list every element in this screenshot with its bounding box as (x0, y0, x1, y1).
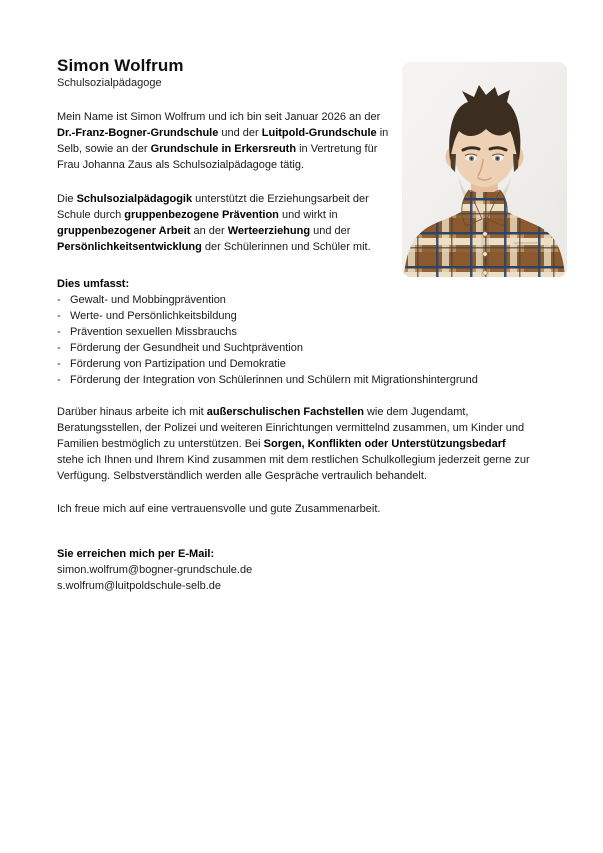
paragraph-cooperation: Darüber hinaus arbeite ich mit außerschulischen Fachstellen wie dem Jugendamt, Beratungsstellen, der Polizei und weiteren Einrichtungen vermittelnd zusammen, um Kinder und Familien bestmöglich zu unterstützen. Bei Sorgen, Konflikten oder Unterstützungsbedarf stehe ich Ihnen und Ihrem Kind zusammen mit dem restlichen Schulkollegium jederzeit gerne zur Verfügung. Selbstverständlich werden alle Gespräche vertraulich behandelt. (57, 406, 530, 482)
document-content (57, 56, 537, 594)
paragraph-intro: Mein Name ist Simon Wolfrum und ich bin seit Januar 2026 an der Dr.-Franz-Bogner-Grundschule und der Luitpold-Grundschule in Selb, sowie an der Grundschule in Erkersreuth in Vertretung für Frau Johanna Zaus als Schulsozialpädagoge tätig. (57, 111, 389, 171)
list-item-text: Gewalt- und Mobbingprävention (70, 294, 226, 306)
page-title: Simon Wolfrum (57, 56, 184, 75)
paragraph-role: Die Schulsozialpädagogik unterstützt die Erziehungsarbeit der Schule durch gruppenbezogene Prävention und wirkt in gruppenbezogener Arbeit an der Werteerziehung und der Persönlichkeitsentwicklung der Schülerinnen und Schüler mit. (57, 193, 371, 253)
list-item-text: Förderung von Partizipation und Demokratie (70, 358, 286, 370)
list-item-text: Prävention sexuellen Missbrauchs (70, 326, 237, 338)
list-item-text: Förderung der Integration von Schülerinnen und Schülern mit Migrationshintergrund (70, 374, 478, 386)
list-item (57, 356, 530, 372)
email-address: s.wolfrum@luitpoldschule-selb.de (57, 580, 222, 592)
dash-marker: - (57, 326, 61, 338)
document-header (57, 56, 537, 90)
page-subtitle: Schulsozialpädagoge (57, 77, 162, 89)
dash-marker: - (57, 294, 61, 306)
dash-marker: - (57, 342, 61, 354)
list-item-text: Werte- und Persönlichkeitsbildung (70, 310, 237, 322)
dash-marker: - (57, 374, 61, 386)
list-item (57, 308, 530, 324)
email-address: simon.wolfrum@bogner-grundschule.de (57, 564, 253, 576)
list-item (57, 340, 530, 356)
paragraph-closing: Ich freue mich auf eine vertrauensvolle und gute Zusammenarbeit. (57, 503, 381, 515)
list-item-text: Förderung der Gesundheit und Suchtprävention (70, 342, 303, 354)
list-heading: Dies umfasst: (57, 278, 130, 290)
duties-list (57, 292, 530, 388)
list-item (57, 292, 530, 308)
dash-marker: - (57, 310, 61, 322)
dash-marker: - (57, 358, 61, 370)
list-item (57, 372, 530, 388)
list-item (57, 324, 530, 340)
contact-heading: Sie erreichen mich per E-Mail: (57, 548, 215, 560)
